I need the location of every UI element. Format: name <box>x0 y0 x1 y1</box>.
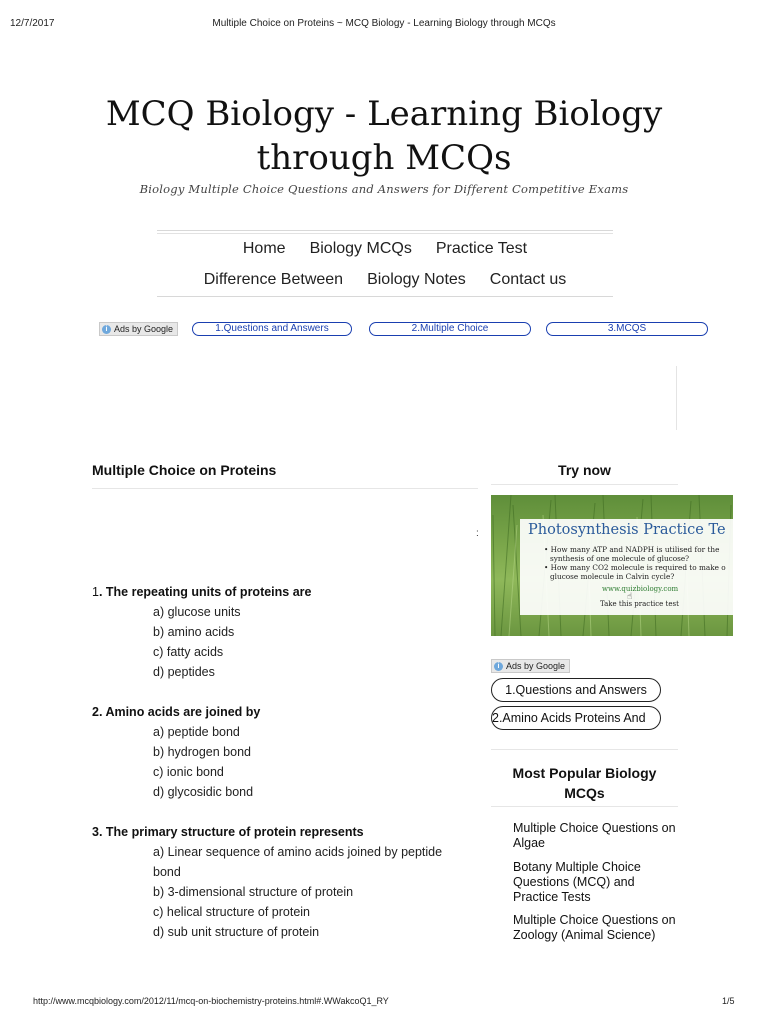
hand-pointer-icon: ☝ <box>627 591 633 601</box>
nav-biology-notes[interactable]: Biology Notes <box>367 271 466 288</box>
banner-bullet-1b: synthesis of one molecule of glucose? <box>550 554 690 563</box>
banner-card <box>520 519 733 615</box>
question-2-option-d: d) glycosidic bond <box>153 785 254 799</box>
ad-link-mcqs[interactable]: 3.MCQS <box>546 322 708 336</box>
question-1-option-d: d) peptides <box>153 665 215 679</box>
question-3 <box>92 825 364 839</box>
most-popular-divider <box>491 806 678 807</box>
banner-title: Photosynthesis Practice Te <box>528 522 726 538</box>
question-3-option-a: a) Linear sequence of amino acids joined by peptide bond <box>153 845 443 879</box>
sidebar-ads-by-google-badge[interactable] <box>491 659 570 673</box>
question-3-option-c: c) helical structure of protein <box>153 905 311 919</box>
sidebar-divider <box>491 749 678 750</box>
question-3-text: The primary structure of protein represents <box>102 825 364 839</box>
question-2 <box>92 705 260 719</box>
site-title-line2: through MCQs <box>256 138 512 178</box>
ad-link-multiple-choice[interactable]: 2.Multiple Choice <box>369 322 531 336</box>
nav-contact-us[interactable]: Contact us <box>489 271 567 288</box>
question-1-text: . The repeating units of proteins are <box>98 585 312 599</box>
question-3-number: 3. <box>92 825 103 839</box>
sidebar-ad-link-amino-acids[interactable]: 2.Amino Acids Proteins And <box>491 706 661 730</box>
site-title[interactable] <box>84 92 684 180</box>
question-1-option-c: c) fatty acids <box>153 645 224 659</box>
nav-biology-mcqs[interactable]: Biology MCQs <box>309 240 412 257</box>
nav-row-2 <box>157 271 613 289</box>
question-1-option-b: b) amino acids <box>153 625 235 639</box>
stray-mark: : <box>476 528 479 539</box>
most-popular-heading-line1: Most Popular Biology <box>512 765 657 781</box>
print-page-title: Multiple Choice on Proteins ~ MCQ Biology - Learning Biology through MCQs <box>212 18 556 29</box>
question-3-option-b: b) 3-dimensional structure of protein <box>153 885 354 899</box>
nav-practice-test[interactable]: Practice Test <box>435 240 528 257</box>
question-2-option-a: a) peptide bond <box>153 725 240 739</box>
question-1-option-a: a) glucose units <box>153 605 241 619</box>
question-2-text: Amino acids are joined by <box>102 705 261 719</box>
nav-home[interactable]: Home <box>242 240 286 257</box>
try-now-divider <box>491 484 678 485</box>
question-2-number: 2. <box>92 705 103 719</box>
banner-bullet-2: • How many CO2 molecule is required to make o <box>544 563 726 572</box>
banner-questions <box>544 545 733 581</box>
popular-link-algae[interactable]: Multiple Choice Questions on Algae <box>513 821 676 850</box>
question-3-option-d: d) sub unit structure of protein <box>153 925 320 939</box>
banner-bullet-2b: glucose molecule in Calvin cycle? <box>550 572 675 581</box>
question-1-number: 1 <box>92 585 99 599</box>
most-popular-heading <box>491 763 678 803</box>
popular-link-zoology[interactable]: Multiple Choice Questions on Zoology (Animal Science) <box>513 913 676 942</box>
site-tagline: Biology Multiple Choice Questions and Answers for Different Competitive Exams <box>139 182 629 196</box>
ads-by-google-badge[interactable] <box>99 322 178 336</box>
question-2-option-c: c) ionic bond <box>153 765 224 779</box>
info-icon: i <box>494 662 503 671</box>
banner-bullet-1: • How many ATP and NADPH is utilised for the <box>544 545 720 554</box>
question-1 <box>92 585 311 599</box>
nav-row-1 <box>157 240 613 258</box>
ad-link-questions-answers[interactable]: 1.Questions and Answers <box>192 322 352 336</box>
post-title-divider <box>92 488 478 489</box>
sidebar-ads-badge-label: Ads by Google <box>506 661 566 671</box>
post-title: Multiple Choice on Proteins <box>92 462 277 478</box>
sidebar-ad-link-questions-answers[interactable]: 1.Questions and Answers <box>491 678 661 702</box>
ad-area-edge <box>676 366 677 430</box>
most-popular-heading-line2: MCQs <box>564 785 605 801</box>
popular-link-botany[interactable]: Botany Multiple Choice Questions (MCQ) and Practice Tests <box>513 860 641 904</box>
question-2-option-b: b) hydrogen bond <box>153 745 251 759</box>
photosynthesis-practice-banner[interactable] <box>491 495 733 636</box>
ads-badge-label: Ads by Google <box>114 324 174 334</box>
site-title-line1: MCQ Biology - Learning Biology <box>105 94 663 134</box>
try-now-heading: Try now <box>558 462 611 478</box>
info-icon: i <box>102 325 111 334</box>
nav-top-divider <box>157 230 613 231</box>
nav-top-divider-2 <box>157 233 613 234</box>
print-date: 12/7/2017 <box>10 18 55 29</box>
print-page-number: 1/5 <box>722 996 735 1006</box>
nav-difference-between[interactable]: Difference Between <box>203 271 344 288</box>
banner-cta: Take this practice test <box>600 600 679 608</box>
nav-bottom-divider <box>157 296 613 297</box>
banner-url: www.quizbiology.com <box>602 585 679 593</box>
print-url: http://www.mcqbiology.com/2012/11/mcq-on-biochemistry-proteins.html#.WWakcoQ1_RY <box>33 996 389 1006</box>
